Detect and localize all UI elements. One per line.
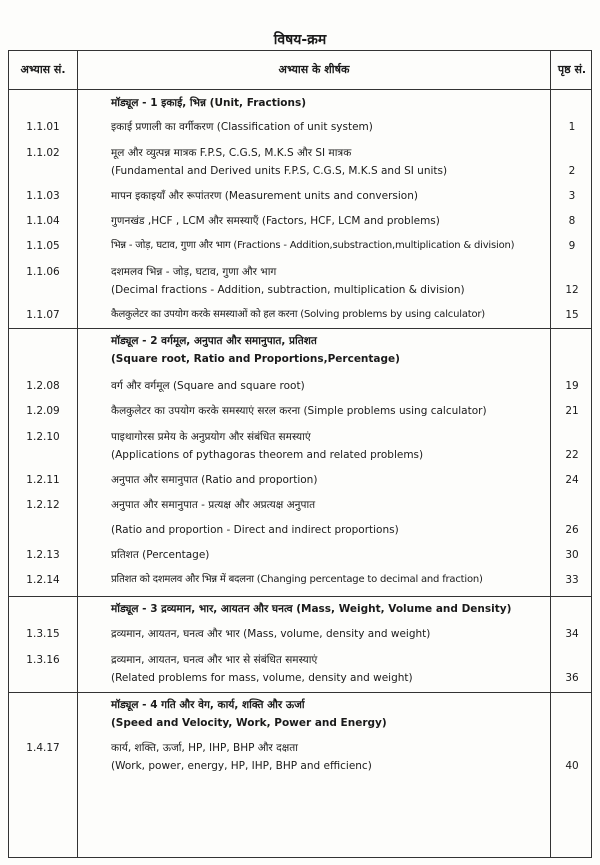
exercise-title: भिन्न - जोड़, घटाव, गुणा और भाग (Fractions - Addition,substraction,multiplication & division) [111, 240, 515, 251]
page-number: 1 [568, 121, 576, 133]
exercise-title: इकाई प्रणाली का वर्गीकरण (Classification of unit system) [111, 121, 373, 133]
page-number: 3 [568, 190, 576, 202]
module-heading-line: (Square root, Ratio and Proportions,Percentage) [111, 353, 400, 365]
module-divider [9, 328, 591, 329]
exercise-title: गुणनखंड ,HCF , LCM और समस्याएँ (Factors, HCF, LCM and problems) [111, 215, 440, 227]
exercise-number: 1.3.15 [26, 628, 60, 640]
page-number: 30 [565, 549, 579, 561]
exercise-number: 1.2.12 [26, 499, 60, 511]
exercise-title: कैलकुलेटर का उपयोग करके समस्याएं सरल करना (Simple problems using calculator) [111, 405, 487, 417]
exercise-title-line: (Applications of pythagoras theorem and related problems) [111, 449, 424, 461]
header-divider [9, 89, 591, 90]
column-divider [77, 51, 78, 857]
page-number: 8 [568, 215, 576, 227]
exercise-title-line: (Work, power, energy, HP, IHP, BHP and efficienc) [111, 760, 372, 772]
module-heading: मॉड्यूल - 3 द्रव्यमान, भार, आयतन और घनत्व (Mass, Weight, Volume and Density) [111, 603, 512, 615]
module-heading: मॉड्यूल - 1 इकाई, भिन्न (Unit, Fractions) [111, 97, 307, 109]
column-header-title: अभ्यास के शीर्षक [278, 63, 350, 76]
exercise-number: 1.2.13 [26, 549, 60, 561]
exercise-title: मूल और व्युत्पन्न मात्रक F.P.S, C.G.S, M.K.S और SI मात्रक [111, 147, 352, 159]
page-number: 26 [565, 524, 579, 536]
page-number: 33 [565, 574, 579, 586]
exercise-number: 1.1.03 [26, 190, 60, 202]
page-number: 34 [565, 628, 579, 640]
exercise-title-line: (Fundamental and Derived units F.P.S, C.G.S, M.K.S and SI units) [111, 165, 448, 177]
module-divider [9, 692, 591, 693]
exercise-title-line: (Ratio and proportion - Direct and indirect proportions) [111, 524, 399, 536]
page-number: 2 [568, 165, 576, 177]
exercise-number: 1.3.16 [26, 654, 60, 666]
exercise-title: अनुपात और समानुपात - प्रत्यक्ष और अप्रत्यक्ष अनुपात [111, 499, 316, 511]
exercise-title: पाइथागोरस प्रमेय के अनुप्रयोग और संबंधित समस्याएं [111, 431, 311, 443]
page-number: 22 [565, 449, 579, 461]
column-divider [550, 51, 551, 857]
exercise-number: 1.4.17 [26, 742, 60, 754]
exercise-title: अनुपात और समानुपात (Ratio and proportion) [111, 474, 318, 486]
exercise-number: 1.2.08 [26, 380, 60, 392]
column-header-number: अभ्यास सं. [20, 63, 66, 76]
exercise-number: 1.1.07 [26, 309, 60, 321]
page-number: 15 [565, 309, 579, 321]
exercise-number: 1.2.11 [26, 474, 60, 486]
exercise-title: कैलकुलेटर का उपयोग करके समस्याओं को हल करना (Solving problems by using calculator) [111, 309, 485, 320]
exercise-number: 1.2.09 [26, 405, 60, 417]
module-heading: मॉड्यूल - 4 गति और वेग, कार्य, शक्ति और ऊर्जा [111, 699, 305, 711]
exercise-title: दशमलव भिन्न - जोड़, घटाव, गुणा और भाग [111, 266, 277, 278]
module-divider [9, 596, 591, 597]
page-number: 12 [565, 284, 579, 296]
exercise-number: 1.2.10 [26, 431, 60, 443]
exercise-title-line: (Related problems for mass, volume, density and weight) [111, 672, 413, 684]
exercise-title: द्रव्यमान, आयतन, घनत्व और भार से संबंधित समस्याएं [111, 654, 318, 666]
page-title: विषय-क्रम [273, 32, 327, 48]
exercise-title: द्रव्यमान, आयतन, घनत्व और भार (Mass, volume, density and weight) [111, 628, 431, 640]
page-number: 21 [565, 405, 579, 417]
page-number: 36 [565, 672, 579, 684]
exercise-number: 1.2.14 [26, 574, 60, 586]
exercise-number: 1.1.02 [26, 147, 60, 159]
exercise-number: 1.1.01 [26, 121, 60, 133]
exercise-title: कार्य, शक्ति, ऊर्जा, HP, IHP, BHP और दक्षता [111, 742, 298, 754]
page-number: 9 [568, 240, 576, 252]
page-number: 19 [565, 380, 579, 392]
contents-table [8, 50, 592, 858]
exercise-number: 1.1.04 [26, 215, 60, 227]
exercise-title: प्रतिशत (Percentage) [111, 549, 210, 561]
module-heading: मॉड्यूल - 2 वर्गमूल, अनुपात और समानुपात, प्रतिशत [111, 335, 317, 347]
exercise-title: प्रतिशत को दशमलव और भिन्न में बदलना (Changing percentage to decimal and fraction) [111, 574, 483, 585]
page-number: 40 [565, 760, 579, 772]
column-header-page: पृष्ठ सं. [557, 63, 587, 76]
exercise-number: 1.1.05 [26, 240, 60, 252]
exercise-number: 1.1.06 [26, 266, 60, 278]
exercise-title: मापन इकाइयाँ और रूपांतरण (Measurement units and conversion) [111, 190, 418, 202]
exercise-title: वर्ग और वर्गमूल (Square and square root) [111, 380, 305, 392]
module-heading-line: (Speed and Velocity, Work, Power and Energy) [111, 717, 387, 729]
exercise-title-line: (Decimal fractions - Addition, subtraction, multiplication & division) [111, 284, 465, 296]
page-number: 24 [565, 474, 579, 486]
